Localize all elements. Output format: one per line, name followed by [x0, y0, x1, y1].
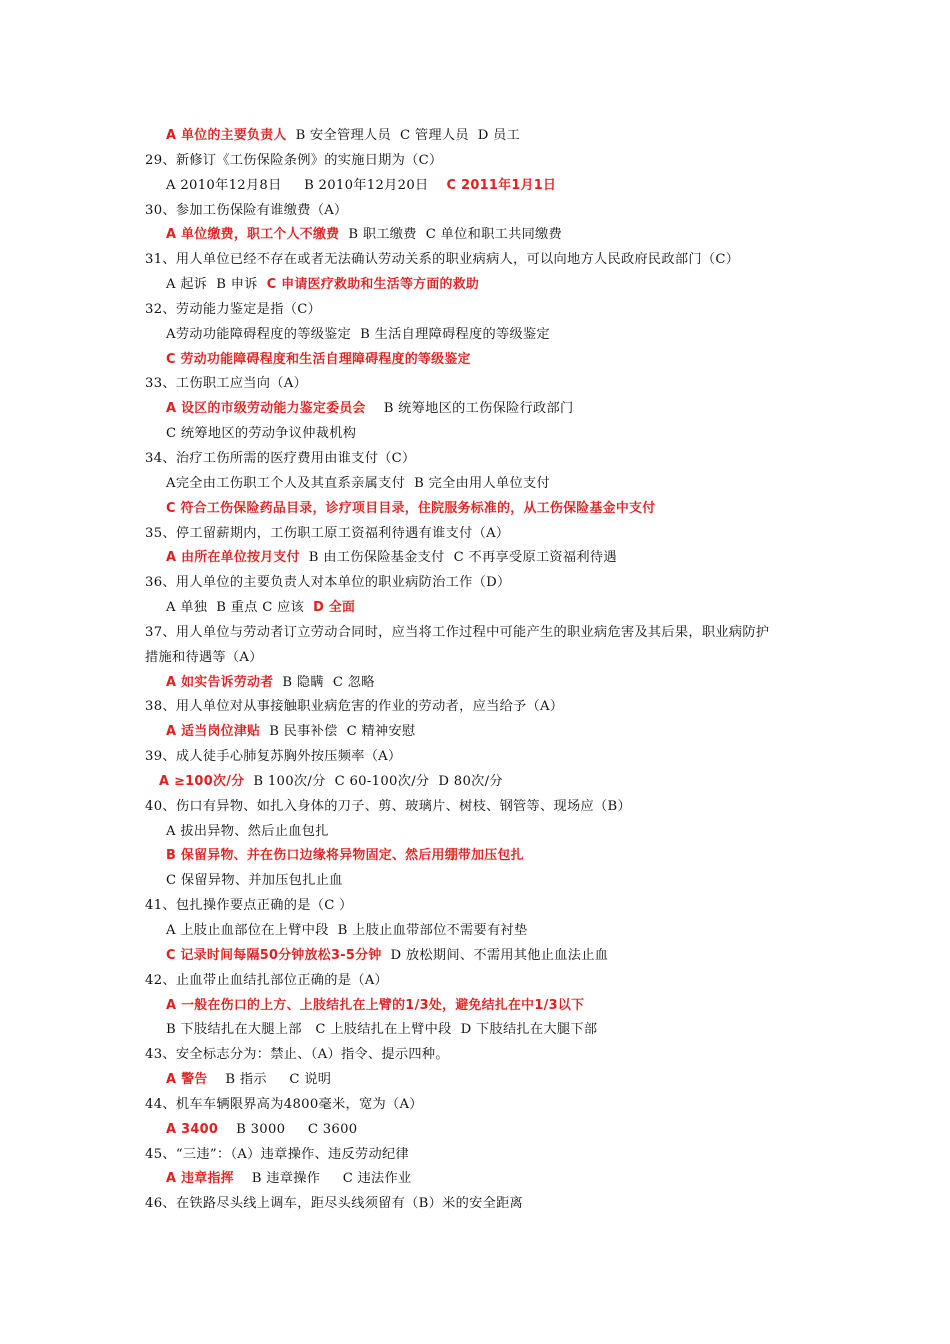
option-line	[0, 323, 950, 348]
line-text: 41、包扎操作要点正确的是（C ）	[145, 898, 353, 914]
option-line	[0, 397, 950, 422]
correct-answer-text: A 如实告诉劳动者	[166, 674, 274, 690]
line-text: 36、用人单位的主要负责人对本单位的职业病防治工作（D）	[145, 575, 511, 591]
option-line	[0, 770, 950, 795]
line-text: 37、用人单位与劳动者订立劳动合同时，应当将工作过程中可能产生的职业病危害及其后果，职业病防护	[145, 624, 770, 640]
correct-answer-text: A ≥100次/分	[159, 773, 245, 789]
line-text: 33、工伤职工应当向（A）	[145, 376, 308, 392]
option-line	[0, 174, 950, 199]
line-text: 29、新修订《工伤保险条例》的实施日期为（C）	[145, 152, 443, 168]
option-line	[0, 223, 950, 248]
question-line	[0, 1043, 950, 1068]
line-text: A完全由工伤职工个人及其直系亲属支付 B 完全由用人单位支付	[166, 475, 550, 491]
question-line	[0, 1192, 950, 1217]
option-line	[0, 422, 950, 447]
question-line	[0, 745, 950, 770]
document-body	[0, 124, 950, 1217]
option-line	[0, 497, 950, 522]
option-line	[0, 596, 950, 621]
line-text: A 2010年12月8日 B 2010年12月20日	[166, 177, 447, 193]
line-text: B 3000 C 3600	[218, 1121, 358, 1137]
option-line	[0, 1018, 950, 1043]
line-text: A 拔出异物、然后止血包扎	[166, 823, 329, 839]
line-text: B 安全管理人员 C 管理人员 D 员工	[286, 128, 521, 143]
correct-answer-text: A 一般在伤口的上方、上肢结扎在上臂的1/3处，避免结扎在中1/3以下	[166, 997, 585, 1013]
correct-answer-text: B 保留异物、并在伤口边缘将异物固定、然后用绷带加压包扎	[166, 848, 524, 864]
correct-answer-text: A 单位缴费，职工个人不缴费	[166, 227, 340, 243]
correct-answer-text: A 3400	[166, 1121, 219, 1137]
line-text: B 100次/分 C 60-100次/分 D 80次/分	[244, 773, 503, 789]
question-line	[0, 199, 950, 224]
option-line	[0, 844, 950, 869]
line-text: C 保留异物、并加压包扎止血	[166, 873, 343, 889]
correct-answer-text: C 2011年1月1日	[446, 177, 557, 193]
option-line	[0, 869, 950, 894]
line-text: B 统筹地区的工伤保险行政部门	[365, 401, 574, 417]
option-line	[0, 348, 950, 373]
line-text: B 隐瞒 C 忽略	[273, 674, 375, 690]
question-line	[0, 571, 950, 596]
question-line	[0, 894, 950, 919]
line-text: 46、在铁路尽头线上调车，距尽头线须留有（B）米的安全距离	[145, 1196, 524, 1212]
line-text: 40、伤口有异物、如扎入身体的刀子、剪、玻璃片、树枝、钢管等、现场应（B）	[145, 798, 631, 814]
question-line	[0, 298, 950, 323]
option-line	[0, 472, 950, 497]
correct-answer-text: A 设区的市级劳动能力鉴定委员会	[166, 401, 366, 417]
line-text: 35、停工留薪期内，工伤职工原工资福利待遇有谁支付（A）	[145, 525, 510, 541]
question-line	[0, 248, 950, 273]
line-text: 44、机车车辆限界高为4800毫米，宽为（A）	[145, 1096, 423, 1112]
line-text: B 指示 C 说明	[207, 1072, 332, 1088]
correct-answer-text: D 全面	[313, 600, 356, 616]
line-text: 措施和待遇等（A）	[145, 649, 263, 665]
question-line	[0, 149, 950, 174]
line-text: 34、治疗工伤所需的医疗费用由谁支付（C）	[145, 450, 416, 466]
line-text: 42、止血带止血结扎部位正确的是（A）	[145, 972, 389, 988]
line-text: B 职工缴费 C 单位和职工共同缴费	[339, 227, 563, 243]
line-text: A 起诉 B 申诉	[166, 277, 267, 293]
line-text: C 统筹地区的劳动争议仲裁机构	[166, 426, 357, 442]
correct-answer-text: A 由所在单位按月支付	[166, 550, 300, 566]
correct-answer-text: C 符合工伤保险药品目录，诊疗项目目录，住院服务标准的，从工伤保险基金中支付	[166, 500, 656, 516]
question-line	[0, 646, 950, 671]
line-text: 30、参加工伤保险有谁缴费（A）	[145, 202, 348, 218]
line-text: A 单独 B 重点 C 应该	[166, 600, 314, 616]
correct-answer-text: C 劳动功能障碍程度和生活自理障碍程度的等级鉴定	[166, 351, 471, 367]
question-line	[0, 621, 950, 646]
question-line	[0, 447, 950, 472]
option-line	[0, 1167, 950, 1192]
option-line	[0, 944, 950, 969]
line-text: B 下肢结扎在大腿上部 C 上肢结扎在上臂中段 D 下肢结扎在大腿下部	[166, 1022, 598, 1038]
question-line	[0, 1143, 950, 1168]
question-line	[0, 969, 950, 994]
question-line	[0, 372, 950, 397]
correct-answer-text: A 警告	[166, 1072, 208, 1088]
option-line	[0, 720, 950, 745]
line-text: A 上肢止血部位在上臂中段 B 上肢止血带部位不需要有衬垫	[166, 923, 528, 938]
option-line	[0, 124, 950, 149]
line-text: 32、劳动能力鉴定是指（C）	[145, 301, 322, 317]
option-line	[0, 1118, 950, 1143]
line-text: B 民事补偿 C 精神安慰	[260, 724, 416, 740]
correct-answer-text: A 违章指挥	[166, 1171, 234, 1187]
question-line	[0, 695, 950, 720]
line-text: B 违章操作 C 违法作业	[233, 1171, 412, 1187]
option-line	[0, 994, 950, 1019]
option-line	[0, 671, 950, 696]
line-text: 45、“三违”：（A）违章操作、违反劳动纪律	[145, 1146, 409, 1162]
option-line	[0, 820, 950, 845]
question-line	[0, 1093, 950, 1118]
option-line	[0, 273, 950, 298]
line-text: 38、用人单位对从事接触职业病危害的作业的劳动者，应当给予（A）	[145, 699, 564, 715]
correct-answer-text: A 适当岗位津贴	[166, 724, 261, 740]
option-line	[0, 1068, 950, 1093]
correct-answer-text: C 记录时间每隔50分钟放松3-5分钟	[166, 947, 382, 963]
correct-answer-text: A 单位的主要负责人	[166, 128, 287, 143]
option-line	[0, 919, 950, 944]
question-line	[0, 522, 950, 547]
correct-answer-text: C 申请医疗救助和生活等方面的救助	[266, 277, 480, 293]
line-text: 43、安全标志分为：禁止、（A）指令、提示四种。	[145, 1047, 449, 1063]
line-text: 31、用人单位已经不存在或者无法确认劳动关系的职业病病人，可以向地方人民政府民政部门（C）	[145, 252, 740, 268]
line-text: D 放松期间、不需用其他止血法止血	[381, 947, 609, 963]
question-line	[0, 795, 950, 820]
option-line	[0, 546, 950, 571]
line-text: B 由工伤保险基金支付 C 不再享受原工资福利待遇	[299, 550, 617, 566]
line-text: A劳动功能障碍程度的等级鉴定 B 生活自理障碍程度的等级鉴定	[166, 326, 550, 342]
line-text: 39、成人徒手心肺复苏胸外按压频率（A）	[145, 749, 402, 765]
